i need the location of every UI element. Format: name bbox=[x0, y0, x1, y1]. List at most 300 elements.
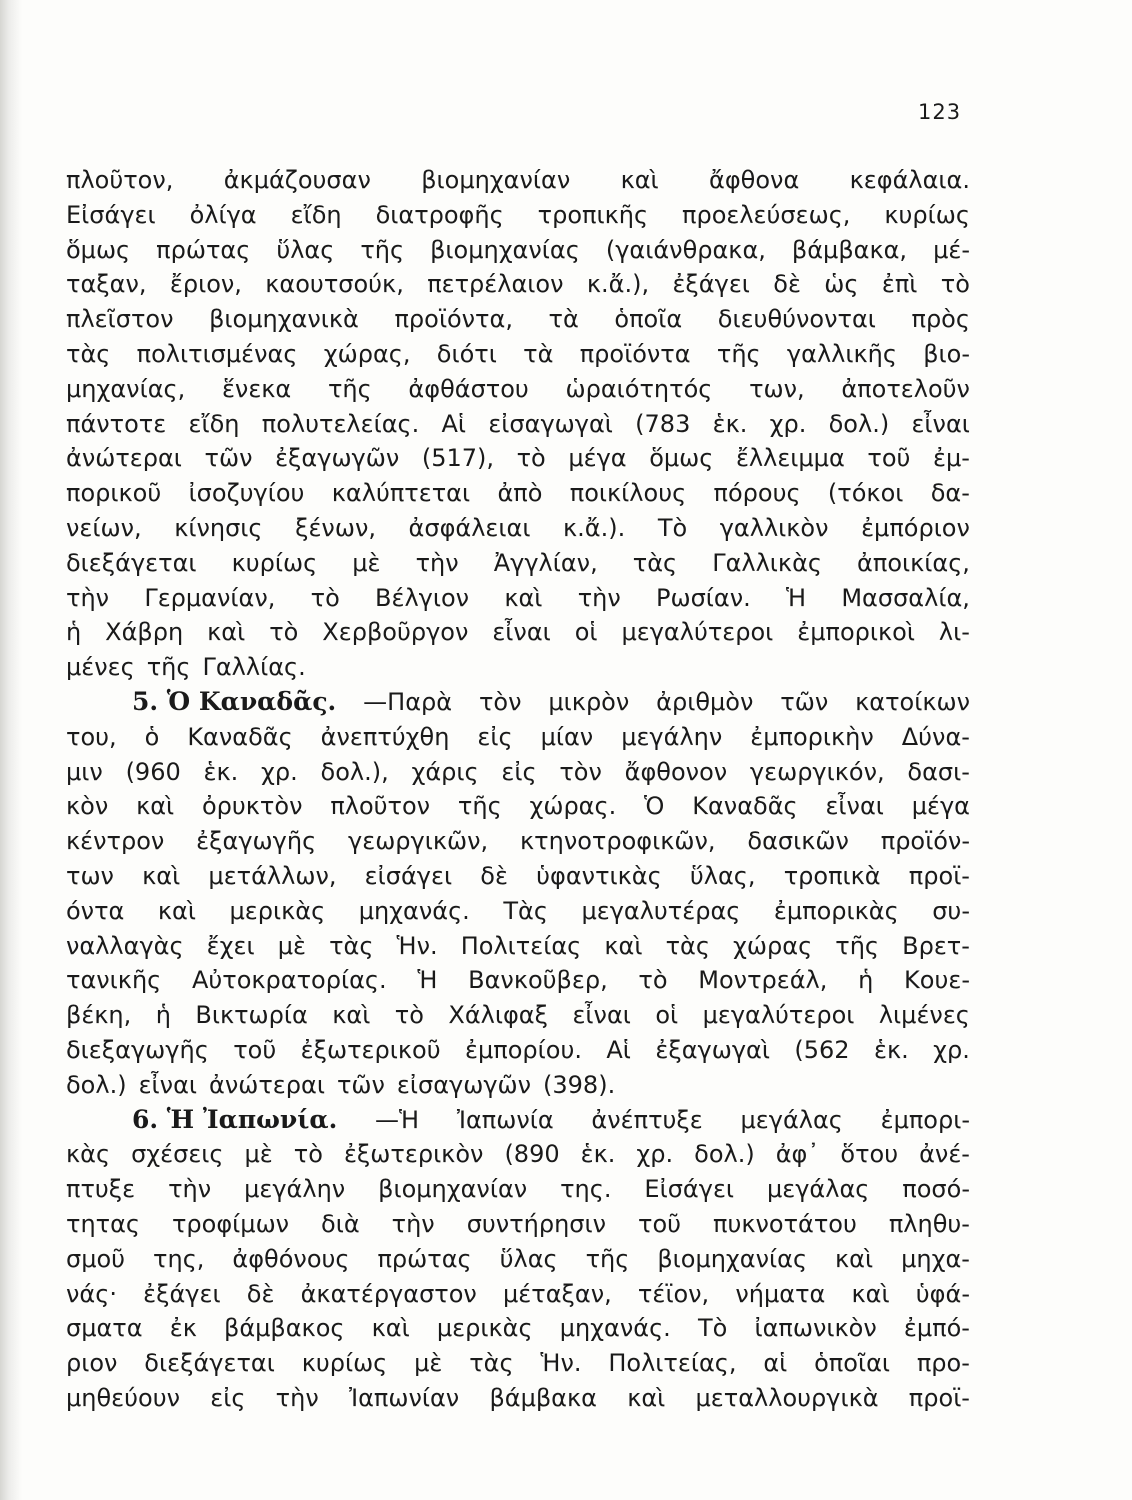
word: τὸ bbox=[940, 270, 970, 299]
word: Εἰσάγει bbox=[644, 1175, 735, 1204]
word: Τὸ bbox=[697, 1314, 728, 1343]
text-line bbox=[66, 615, 970, 650]
word: ἐμπορικοὶ bbox=[797, 618, 915, 647]
word: Ἀγγλίαν, bbox=[493, 548, 598, 577]
word: προϊόντα bbox=[579, 339, 691, 368]
word: τὰ bbox=[548, 305, 579, 334]
word: της. bbox=[560, 1175, 612, 1204]
word: ἐμ- bbox=[933, 444, 970, 473]
word: εἴδη bbox=[290, 200, 342, 229]
word: τὸ bbox=[394, 1001, 424, 1030]
word: τῆς bbox=[457, 792, 502, 821]
word: ξένων, bbox=[295, 513, 376, 542]
word: Ἡν. bbox=[540, 1349, 582, 1378]
word: ἡ bbox=[155, 1001, 171, 1030]
word: (γαιάνθρακα, bbox=[605, 235, 766, 264]
word: ὀλίγα bbox=[189, 200, 257, 229]
word: εἶναι bbox=[138, 1070, 198, 1099]
word: χώρας, bbox=[323, 339, 411, 368]
word: διατροφῆς bbox=[375, 200, 504, 229]
text-line bbox=[66, 1207, 970, 1242]
word: (890 bbox=[504, 1140, 560, 1169]
word: Μοντρεάλ, bbox=[698, 966, 828, 995]
word: τῆς bbox=[327, 374, 372, 403]
word: καουτσούκ, bbox=[265, 270, 404, 299]
word: βάμβακος bbox=[224, 1314, 345, 1343]
text-line bbox=[66, 789, 970, 824]
word: τὴν bbox=[66, 583, 110, 612]
text-line bbox=[66, 337, 970, 372]
word: τῆς bbox=[360, 235, 405, 264]
word: ἑκ. bbox=[712, 409, 748, 438]
word: πλοῦτον, bbox=[66, 166, 174, 194]
word: ἐξαγωγῶν bbox=[275, 444, 400, 473]
word: ἀσφάλειαι bbox=[408, 513, 531, 542]
word: δολ.) bbox=[694, 1140, 755, 1169]
word: τὰς bbox=[329, 931, 374, 960]
word: κὰς bbox=[66, 1140, 111, 1169]
word: τοῦ bbox=[638, 1209, 682, 1238]
word: ὡραιότητός bbox=[565, 374, 713, 403]
word: Καναδᾶς bbox=[692, 792, 798, 821]
word: ἄφθονον bbox=[624, 757, 728, 786]
word: βάμβακα, bbox=[791, 235, 908, 264]
word: τὸ bbox=[516, 444, 546, 473]
word: τοῦ bbox=[867, 444, 911, 473]
word: τῆς bbox=[585, 1244, 630, 1273]
word: (τόκοι bbox=[827, 479, 904, 508]
text-line bbox=[66, 302, 970, 337]
word: κίνησις bbox=[174, 513, 263, 542]
word: γεωργικόν, bbox=[749, 757, 885, 786]
word: τῆς bbox=[835, 931, 880, 960]
word: εἰσάγει bbox=[364, 861, 453, 890]
word: ὁποῖαι bbox=[814, 1349, 891, 1378]
word: Πολιτείας bbox=[460, 931, 582, 960]
word: κυρίως bbox=[231, 548, 318, 577]
word: ἀριθμὸν bbox=[656, 687, 754, 716]
word: δα- bbox=[930, 479, 970, 508]
word: τὸ bbox=[638, 966, 668, 995]
word: μηχα- bbox=[901, 1244, 970, 1273]
word: μὲ bbox=[277, 931, 306, 960]
word: καὶ bbox=[835, 1244, 874, 1273]
word: σματα bbox=[66, 1314, 143, 1343]
word: προϊόν- bbox=[880, 827, 970, 856]
word: μεγάλην bbox=[621, 722, 723, 751]
text-line bbox=[66, 824, 970, 859]
word: πτυξε bbox=[66, 1175, 136, 1204]
text-line bbox=[66, 1311, 970, 1346]
word: καὶ bbox=[207, 618, 246, 647]
word: κατοίκων bbox=[855, 687, 970, 716]
word: εἰσαγωγαὶ bbox=[488, 409, 613, 438]
word: ὕλας bbox=[499, 1244, 558, 1273]
word: τῆς bbox=[146, 653, 191, 682]
word: (398). bbox=[543, 1070, 616, 1099]
word: ὡς bbox=[824, 270, 859, 299]
word: βέκη, bbox=[66, 1001, 132, 1030]
word: —Ἡ bbox=[375, 1105, 420, 1134]
word: ὁ bbox=[144, 722, 160, 751]
text-line bbox=[66, 1137, 970, 1172]
word: ἀνέπτυξε bbox=[591, 1105, 703, 1134]
word: ἑκ. bbox=[203, 757, 239, 786]
word: ἀποτελοῦν bbox=[841, 374, 970, 403]
word: τῆς bbox=[716, 339, 761, 368]
word: ὅμως bbox=[66, 235, 131, 264]
word: δὲ bbox=[773, 270, 801, 299]
word: ἐξαγωγαὶ bbox=[655, 1035, 770, 1064]
word: ἀφ᾿ bbox=[775, 1140, 820, 1169]
word: δασι- bbox=[907, 757, 970, 786]
word: (960 bbox=[125, 757, 181, 786]
word: σμοῦ bbox=[66, 1244, 126, 1273]
word: ἐξάγει bbox=[143, 1279, 221, 1308]
text-line bbox=[66, 546, 970, 581]
word: ἀνεπτύχθη bbox=[320, 722, 450, 751]
word: εἶναι bbox=[492, 618, 551, 647]
word: μέταξαν, bbox=[503, 1279, 612, 1308]
word: λι- bbox=[938, 618, 970, 647]
word: πορικοῦ bbox=[66, 479, 162, 508]
word: εἰς bbox=[210, 1383, 246, 1412]
book-spine-shadow bbox=[0, 0, 22, 1500]
word: προ- bbox=[916, 1349, 970, 1378]
word: μετάλλων, bbox=[208, 861, 337, 890]
word: τῶν bbox=[780, 687, 829, 716]
word: Βέλγιον bbox=[375, 583, 470, 612]
word: ἀπὸ bbox=[497, 479, 543, 508]
word: ἐξάγει bbox=[672, 270, 750, 299]
word: πάντοτε bbox=[66, 409, 167, 438]
text-line bbox=[66, 755, 970, 790]
word: συ- bbox=[932, 896, 970, 925]
section-heading: 6. Ἡ Ἰαπωνία. bbox=[132, 1104, 338, 1134]
word: μὲ bbox=[244, 1140, 273, 1169]
word: καὶ bbox=[371, 1314, 410, 1343]
word: διευθύνονται bbox=[717, 305, 876, 334]
word: μηχανίας, bbox=[66, 374, 186, 403]
word: μηθεύουν bbox=[66, 1383, 180, 1412]
word: τὴν bbox=[275, 1383, 319, 1412]
word: διεξαγωγῆς bbox=[66, 1035, 209, 1064]
word: ἀνώτεραι bbox=[209, 1070, 325, 1099]
text-line bbox=[66, 859, 970, 894]
word: χάρις bbox=[411, 757, 479, 786]
word: καὶ bbox=[136, 792, 175, 821]
word: Εἰσάγει bbox=[66, 200, 156, 229]
word: ἑκ. bbox=[874, 1035, 909, 1064]
word: προϊ- bbox=[908, 861, 970, 890]
text-line bbox=[66, 894, 970, 929]
word: καὶ bbox=[504, 583, 543, 612]
word: δασικῶν bbox=[747, 827, 849, 856]
word: χρ. bbox=[636, 1140, 674, 1169]
word: Ἡ bbox=[786, 583, 807, 612]
text-line bbox=[66, 163, 970, 198]
word: εἴδη bbox=[188, 409, 240, 438]
word: ἐμπορίου. bbox=[465, 1035, 582, 1064]
word: καλύπτεται bbox=[331, 479, 471, 508]
word: ναλλαγὰς bbox=[66, 931, 184, 960]
word: πρὸς bbox=[911, 305, 970, 334]
text-line bbox=[66, 441, 970, 476]
word: δὲ bbox=[480, 861, 508, 890]
word: τὰς bbox=[665, 931, 710, 960]
word: τροφίμων bbox=[171, 1209, 290, 1238]
word: τὸ bbox=[310, 583, 340, 612]
word: βιομηχανίας bbox=[657, 1244, 808, 1273]
word: ὁποῖα bbox=[614, 305, 683, 334]
word: ταξαν, bbox=[66, 270, 147, 299]
word: εἶναι bbox=[572, 1001, 631, 1030]
word: κ.ἄ.), bbox=[586, 270, 650, 299]
word: μίαν bbox=[540, 722, 594, 751]
word: (562 bbox=[794, 1035, 850, 1064]
word: Αἱ bbox=[441, 409, 467, 438]
word: καὶ bbox=[332, 1001, 371, 1030]
word: Βικτωρία bbox=[195, 1001, 308, 1030]
word: μὲ bbox=[352, 548, 381, 577]
word: χρ. bbox=[933, 1035, 970, 1064]
word: πυκνοτάτου bbox=[713, 1209, 857, 1238]
word: χρ. bbox=[769, 409, 807, 438]
word: πόρους bbox=[713, 479, 801, 508]
text-line bbox=[66, 198, 970, 233]
word: εἶναι bbox=[911, 409, 970, 438]
word: μερικὰς bbox=[436, 1314, 533, 1343]
word: καὶ bbox=[604, 931, 643, 960]
word: ποικίλους bbox=[569, 479, 687, 508]
word: μέγα bbox=[911, 792, 970, 821]
word: τητας bbox=[66, 1209, 141, 1238]
word: τὰς bbox=[632, 548, 678, 577]
word: Καναδᾶς bbox=[187, 722, 293, 751]
word: καὶ bbox=[142, 861, 181, 890]
word: ἰσοζυγίου bbox=[188, 479, 305, 508]
word: Πολιτείας, bbox=[608, 1349, 737, 1378]
word: Ὁ bbox=[644, 792, 665, 821]
word: μεγαλυτέρας bbox=[581, 896, 741, 925]
body-text bbox=[66, 163, 970, 1416]
word: ἑκ. bbox=[580, 1140, 616, 1169]
word: Ἡν. bbox=[396, 931, 438, 960]
word: ἐμπορι- bbox=[880, 1105, 970, 1134]
text-line bbox=[66, 511, 970, 546]
word: μηχανάς. bbox=[358, 896, 470, 925]
word: κυρίως bbox=[884, 200, 970, 229]
word: μιν bbox=[66, 757, 103, 786]
word: μερικὰς bbox=[229, 896, 326, 925]
word: μεγάλας bbox=[766, 1175, 870, 1204]
word: ἐμπορικὰς bbox=[773, 896, 899, 925]
word: ὑφά- bbox=[915, 1279, 970, 1308]
word: ὕλας bbox=[276, 235, 335, 264]
word: γαλλικῆς bbox=[786, 339, 897, 368]
word: γαλλικὸν bbox=[719, 513, 829, 542]
word: μέγα bbox=[568, 444, 627, 473]
word: ἰαπωνικὸν bbox=[754, 1314, 877, 1343]
word: χώρας. bbox=[529, 792, 617, 821]
word: ἀνώτεραι bbox=[66, 444, 182, 473]
word: Αὐτοκρατορίας. bbox=[191, 966, 387, 995]
word: διότι bbox=[436, 339, 497, 368]
text-line bbox=[66, 720, 970, 755]
word: μένες bbox=[66, 653, 135, 682]
word: οἱ bbox=[574, 618, 598, 647]
word: εἶναι bbox=[825, 792, 884, 821]
word: καὶ bbox=[620, 166, 659, 194]
word: κ.ἄ.). bbox=[563, 513, 626, 542]
word: ἔχει bbox=[206, 931, 255, 960]
word: Χερβοῦργον bbox=[322, 618, 469, 647]
text-line bbox=[66, 267, 970, 302]
word: πλεῖστον bbox=[66, 305, 174, 334]
word: Τὰς bbox=[503, 896, 548, 925]
word: καὶ bbox=[157, 896, 196, 925]
word: σχέσεις bbox=[131, 1140, 224, 1169]
word: Γαλλικὰς bbox=[712, 548, 822, 577]
word: ἐμπορικὴν bbox=[750, 722, 874, 751]
word: τροπικὰ bbox=[783, 861, 881, 890]
word: αἱ bbox=[763, 1349, 788, 1378]
word: —Παρὰ bbox=[363, 687, 453, 716]
word: Μασσαλία, bbox=[841, 583, 970, 612]
word: νάς· bbox=[66, 1279, 117, 1308]
word: βιομηχανίας bbox=[430, 235, 580, 264]
word: βιομηχανίαν bbox=[421, 166, 571, 194]
word: ὀρυκτὸν bbox=[201, 792, 303, 821]
word: (517), bbox=[421, 444, 495, 473]
word: τροπικῆς bbox=[537, 200, 649, 229]
word: Δύνα- bbox=[901, 722, 970, 751]
word: κυρίως bbox=[301, 1349, 388, 1378]
text-line bbox=[66, 963, 970, 998]
word: κτηνοτροφικῶν, bbox=[520, 827, 716, 856]
text-line bbox=[66, 1346, 970, 1381]
word: προϊ- bbox=[908, 1383, 970, 1412]
word: των bbox=[66, 861, 114, 890]
word: ἔλλειμμα bbox=[735, 444, 845, 473]
word: ἐπὶ bbox=[881, 270, 918, 299]
word: μεγάλην bbox=[244, 1175, 346, 1204]
word: ἔριον, bbox=[169, 270, 242, 299]
word: βιομηχανίαν bbox=[378, 1175, 528, 1204]
word: Χάλιφαξ bbox=[448, 1001, 548, 1030]
word: Τὸ bbox=[657, 513, 688, 542]
text-line bbox=[66, 407, 970, 442]
word: νήματα bbox=[735, 1279, 826, 1308]
word: Κουε- bbox=[904, 966, 970, 995]
word: μεγαλύτεροι bbox=[621, 618, 774, 647]
word: (783 bbox=[635, 409, 691, 438]
word: καὶ bbox=[851, 1279, 890, 1308]
word: πρώτας bbox=[156, 235, 251, 264]
word: τῶν bbox=[204, 444, 253, 473]
word: Γερμανίαν, bbox=[144, 583, 276, 612]
word: τέϊον, bbox=[637, 1279, 710, 1308]
word: ἐξωτερικὸν bbox=[343, 1140, 484, 1169]
word: Ρωσίαν. bbox=[656, 583, 751, 612]
word: τὸ bbox=[269, 618, 299, 647]
word: ἀποικίας, bbox=[857, 548, 970, 577]
text-line bbox=[66, 581, 970, 616]
text-line bbox=[66, 372, 970, 407]
word: τὰς bbox=[469, 1349, 514, 1378]
word: μέ- bbox=[933, 235, 970, 264]
word: κὸν bbox=[66, 792, 109, 821]
word: ποσό- bbox=[902, 1175, 970, 1204]
word: διεξάγεται bbox=[66, 548, 197, 577]
text-line bbox=[66, 233, 970, 268]
word: χώρας bbox=[733, 931, 813, 960]
word: τοῦ bbox=[233, 1035, 277, 1064]
text-line bbox=[66, 1242, 970, 1277]
word: ἄφθονα bbox=[709, 166, 800, 194]
word: ἀνέ- bbox=[919, 1140, 970, 1169]
word: τὰς bbox=[66, 339, 111, 368]
word: Γαλλίας. bbox=[202, 653, 306, 682]
word: γεωργικῶν, bbox=[348, 827, 489, 856]
word: τὸν bbox=[478, 687, 522, 716]
word: λιμένες bbox=[878, 1001, 970, 1030]
word: ριον bbox=[66, 1349, 118, 1378]
word: πληθυ- bbox=[888, 1209, 970, 1238]
word: τανικῆς bbox=[66, 966, 162, 995]
word: μεγαλύτεροι bbox=[702, 1001, 855, 1030]
word: συντήρησιν bbox=[466, 1209, 607, 1238]
word: δὲ bbox=[246, 1279, 275, 1308]
word: ἐξαγωγῆς bbox=[196, 827, 317, 856]
text-line bbox=[66, 1172, 970, 1207]
word: ὅμως bbox=[649, 444, 714, 473]
word: ἕνεκα bbox=[221, 374, 292, 403]
word: ἡ bbox=[858, 966, 874, 995]
word: μηχανάς. bbox=[559, 1314, 671, 1343]
text-line bbox=[66, 998, 970, 1033]
word: ἐκ bbox=[169, 1314, 197, 1343]
word: ἀφθόνους bbox=[232, 1244, 350, 1273]
word: πετρέλαιον bbox=[427, 270, 564, 299]
word: βιο- bbox=[923, 339, 970, 368]
text-line bbox=[66, 1033, 970, 1068]
word: προελεύσεως, bbox=[682, 200, 851, 229]
word: Ἰαπωνίαν bbox=[348, 1383, 460, 1412]
word: τὸ bbox=[293, 1140, 323, 1169]
word: ὕλας, bbox=[689, 861, 756, 890]
word: δολ.), bbox=[320, 757, 389, 786]
word: μὲ bbox=[414, 1349, 443, 1378]
page-number: 123 bbox=[918, 100, 962, 124]
word: πολυτελείας. bbox=[261, 409, 420, 438]
word: διὰ bbox=[321, 1209, 360, 1238]
word: εἰς bbox=[501, 757, 537, 786]
word: του, bbox=[66, 722, 117, 751]
word: ὅτου bbox=[840, 1140, 899, 1169]
word: μεγάλας bbox=[740, 1105, 843, 1134]
word: βάμβακα bbox=[489, 1383, 597, 1412]
word: ἐμπόριον bbox=[861, 513, 970, 542]
word: ὑφαντικὰς bbox=[536, 861, 662, 890]
text-line bbox=[66, 1381, 970, 1416]
word: πλοῦτον bbox=[330, 792, 431, 821]
section-heading: 5. Ὁ Καναδᾶς. bbox=[132, 686, 337, 716]
word: νείων, bbox=[66, 513, 142, 542]
word: καὶ bbox=[627, 1383, 666, 1412]
word: ἀφθάστου bbox=[408, 374, 529, 403]
text-line bbox=[66, 1277, 970, 1312]
